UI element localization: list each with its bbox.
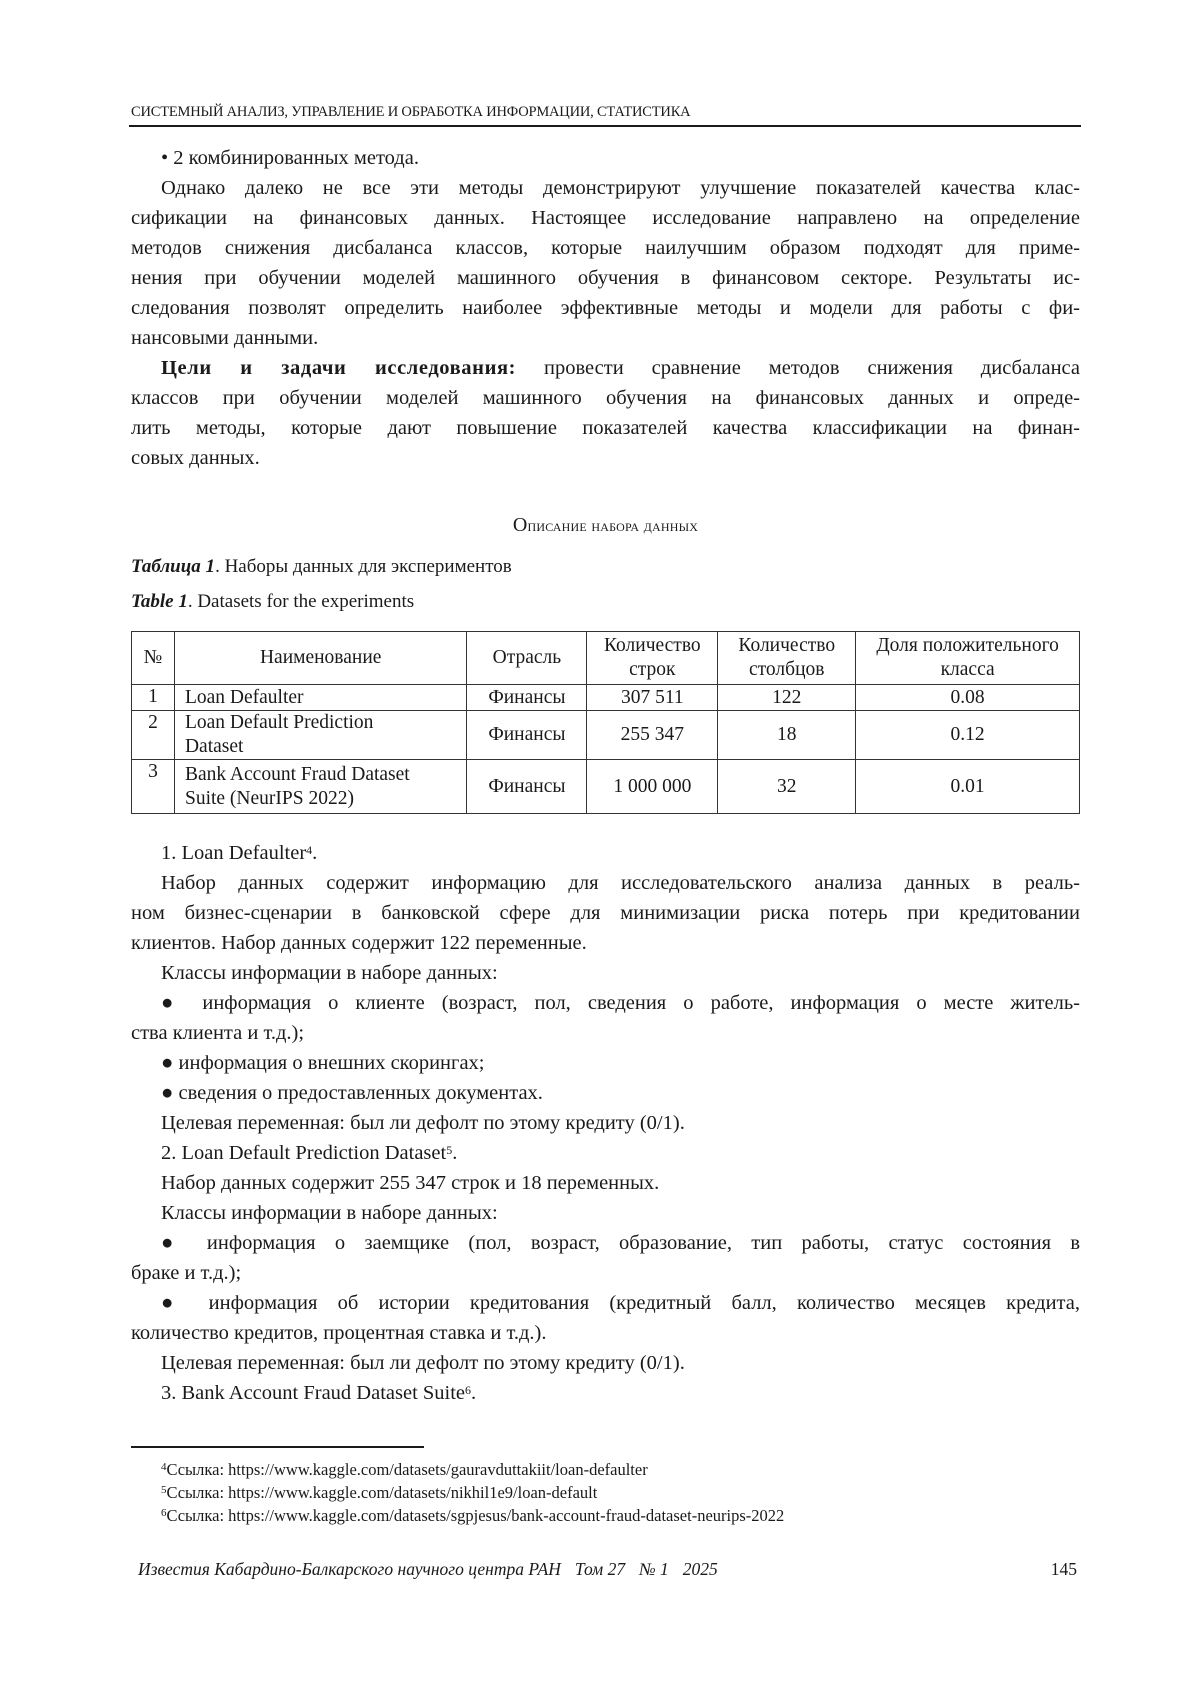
goals-line xyxy=(131,353,1080,383)
datasets-description xyxy=(131,838,1080,1408)
dataset-1-title: 1. Loan Defaulter$^4$. xyxy=(161,842,318,864)
footnote-ref: 5 xyxy=(446,1143,453,1157)
cell-industry: Финансы xyxy=(467,760,587,814)
cell-share: 0.08 xyxy=(856,685,1080,711)
dataset-2-classes-intro: Классы информации в наборе данных: xyxy=(161,1202,498,1224)
cell-share: 0.01 xyxy=(856,760,1080,814)
footnote-link[interactable]: Ссылка: https://www.kaggle.com/datasets/sgpjesus/bank-account-fraud-dataset-neurips-2022 xyxy=(166,1506,785,1525)
header-share: Доля положительного класса xyxy=(856,632,1080,685)
dataset-2-bullet: ● информация о заемщике (пол, возраст, образование, тип работы, статус состояния в xyxy=(161,1232,1080,1254)
dataset-1-bullet: ства клиента и т.д.); xyxy=(131,1022,305,1044)
footnote-5: $^5$Ссылка: https://www.kaggle.com/datasets/nikhil1e9/loan-default xyxy=(161,1483,598,1502)
cell-rows: 1 000 000 xyxy=(587,760,718,814)
footnote-ref: 6 xyxy=(465,1383,472,1397)
table-caption-ru: Таблица 1. Наборы данных для экспериментов xyxy=(131,556,512,577)
dataset-2-target: Целевая переменная: был ли дефолт по этому кредиту (0/1). xyxy=(161,1352,685,1374)
cell-num: 2 xyxy=(132,711,175,760)
dataset-1-desc: Набор данных содержит информацию для исследовательского анализа данных в реаль- xyxy=(161,872,1080,894)
dataset-3-title: 3. Bank Account Fraud Dataset Suite$^6$. xyxy=(161,1382,477,1404)
bullet-combined-methods: • 2 комбинированных метода. xyxy=(161,147,419,169)
cell-cols: 32 xyxy=(718,760,856,814)
journal-issue: № 1 xyxy=(639,1559,669,1579)
page-footer xyxy=(138,1556,1080,1582)
paragraph-line: сификации на финансовых данных. Настоящее исследование направлено на определение xyxy=(131,207,1080,229)
intro-section xyxy=(131,143,1080,473)
journal-citation xyxy=(138,1556,732,1582)
dataset-2-bullet: ● информация об истории кредитования (кредитный балл, количество месяцев кредита, xyxy=(161,1292,1080,1314)
dataset-1-target: Целевая переменная: был ли дефолт по этому кредиту (0/1). xyxy=(161,1112,685,1134)
paragraph-line: следования позволят определить наиболее эффективные методы и модели для работы с фи- xyxy=(131,297,1080,319)
dataset-1-desc: клиентов. Набор данных содержит 122 переменные. xyxy=(131,932,587,954)
goals-lead: Цели и задачи исследования: xyxy=(161,357,517,379)
dataset-2-bullet: браке и т.д.); xyxy=(131,1262,242,1284)
cell-cols: 18 xyxy=(718,711,856,760)
table-row xyxy=(132,760,1080,814)
dataset-1-desc: ном бизнес-сценарии в банковской сфере для минимизации риска потерь при кредитовании xyxy=(131,902,1080,924)
footnotes xyxy=(161,1458,784,1527)
goals-line: совых данных. xyxy=(131,447,260,469)
dataset-2-title: 2. Loan Default Prediction Dataset$^5$. xyxy=(161,1142,458,1164)
datasets-table xyxy=(131,631,1080,814)
journal-name: Известия Кабардино-Балкарского научного центра РАН xyxy=(138,1559,561,1579)
paragraph-line: Однако далеко не все эти методы демонстрируют улучшение показателей качества клас- xyxy=(161,177,1080,199)
header-num: № xyxy=(132,632,175,685)
header-industry: Отрасль xyxy=(467,632,587,685)
cell-share: 0.12 xyxy=(856,711,1080,760)
dataset-1-classes-intro: Классы информации в наборе данных: xyxy=(161,962,498,984)
footnote-link[interactable]: Ссылка: https://www.kaggle.com/datasets/gauravduttakiit/loan-defaulter xyxy=(166,1460,648,1479)
dataset-1-bullet: ● информация о внешних скорингах; xyxy=(161,1052,485,1074)
cell-rows: 255 347 xyxy=(587,711,718,760)
header-rule xyxy=(129,125,1081,127)
header-name: Наименование xyxy=(174,632,466,685)
table-label-ru: Таблица 1 xyxy=(131,556,216,577)
cell-rows: 307 511 xyxy=(587,685,718,711)
goals-line: классов при обучении моделей машинного обучения на финансовых данных и опреде- xyxy=(131,387,1080,409)
footnote-4: $^4$Ссылка: https://www.kaggle.com/datasets/gauravduttakiit/loan-defaulter xyxy=(161,1460,648,1479)
table-label-en: Table 1 xyxy=(131,591,188,612)
goals-text: провести сравнение методов снижения дисбаланса xyxy=(516,357,1081,379)
dataset-2-bullet: количество кредитов, процентная ставка и т.д.). xyxy=(131,1322,547,1344)
table-row xyxy=(132,685,1080,711)
journal-volume: Том 27 xyxy=(574,1559,626,1579)
footnote-link[interactable]: Ссылка: https://www.kaggle.com/datasets/nikhil1e9/loan-default xyxy=(166,1483,598,1502)
paragraph-line: нения при обучении моделей машинного обучения в финансовом секторе. Результаты ис- xyxy=(131,267,1080,289)
header-cols: Количество столбцов xyxy=(718,632,856,685)
paragraph-line: методов снижения дисбаланса классов, которые наилучшим образом подходят для приме- xyxy=(131,237,1080,259)
table-row xyxy=(132,711,1080,760)
journal-year: 2025 xyxy=(682,1559,718,1579)
section-title: Описание набора данных xyxy=(512,514,699,536)
running-title: СИСТЕМНЫЙ АНАЛИЗ, УПРАВЛЕНИЕ И ОБРАБОТКА ИНФОРМАЦИИ, СТАТИСТИКА xyxy=(131,104,691,120)
footnote-rule xyxy=(131,1446,424,1448)
dataset-2-desc: Набор данных содержит 255 347 строк и 18 переменных. xyxy=(161,1172,660,1194)
cell-num: 1 xyxy=(132,685,175,711)
cell-industry: Финансы xyxy=(467,711,587,760)
cell-name: Loan Defaulter xyxy=(174,685,466,711)
cell-num: 3 xyxy=(132,760,175,814)
header-rows: Количество строк xyxy=(587,632,718,685)
dataset-1-bullet: ● информация о клиенте (возраст, пол, сведения о работе, информация о месте житель- xyxy=(161,992,1080,1014)
cell-name: Bank Account Fraud Dataset Suite (NeurIPS 2022) xyxy=(174,760,466,814)
goals-line: лить методы, которые дают повышение показателей качества классификации на финан- xyxy=(131,417,1080,439)
footnote-ref: 4 xyxy=(306,843,313,857)
cell-industry: Финансы xyxy=(467,685,587,711)
table-header-row xyxy=(132,632,1080,685)
paragraph-line: нансовыми данными. xyxy=(131,327,319,349)
dataset-1-bullet: ● сведения о предоставленных документах. xyxy=(161,1082,543,1104)
cell-cols: 122 xyxy=(718,685,856,711)
cell-name: Loan Default Prediction Dataset xyxy=(174,711,466,760)
page-number: 145 xyxy=(1050,1559,1077,1579)
table-caption-en: Table 1. Datasets for the experiments xyxy=(131,591,415,612)
footnote-6: $^6$Ссылка: https://www.kaggle.com/datasets/sgpjesus/bank-account-fraud-dataset-neurips-2022 xyxy=(161,1506,785,1525)
